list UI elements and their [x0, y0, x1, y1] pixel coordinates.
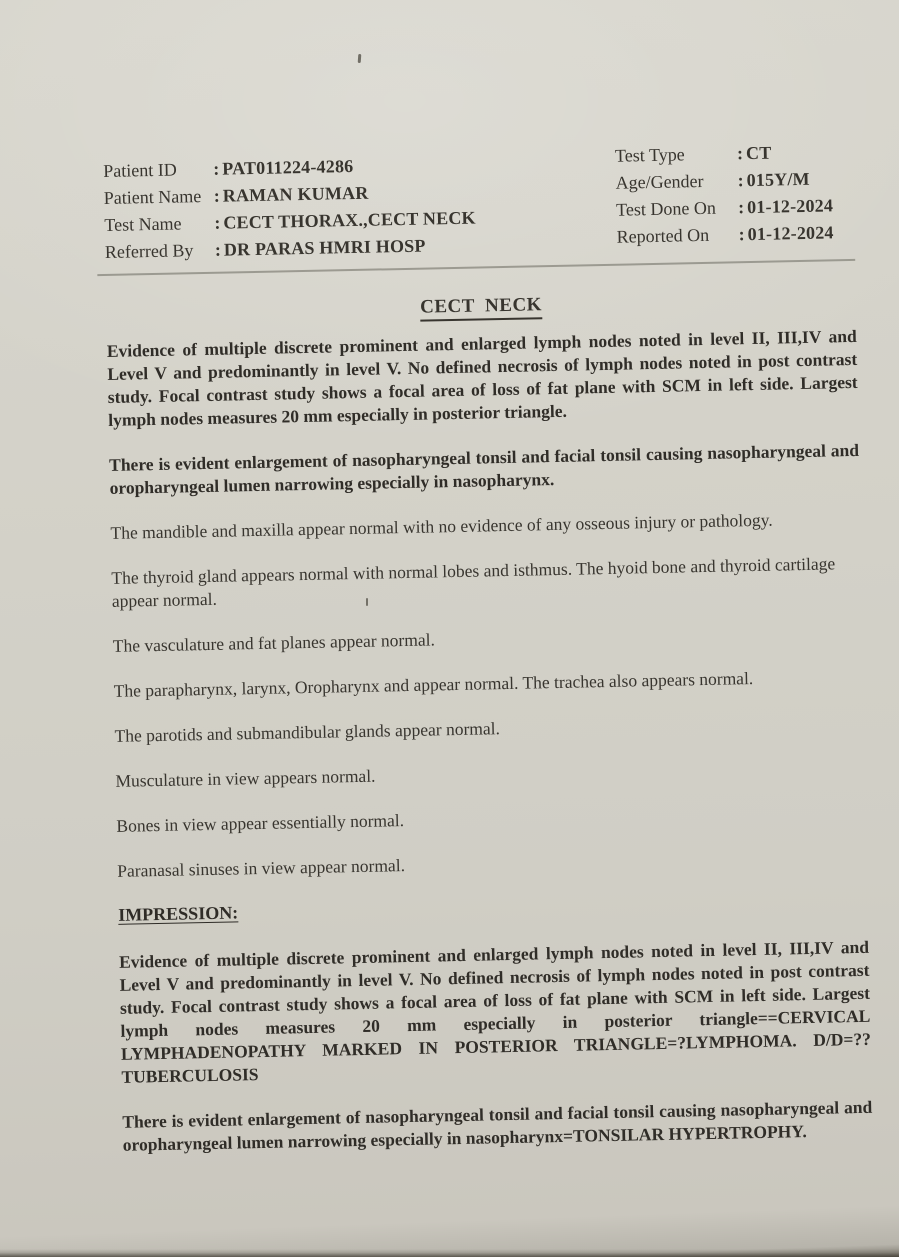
impression-section [118, 890, 873, 1157]
patient-name-value: RAMAN KUMAR [222, 182, 369, 206]
scan-speck [358, 54, 362, 63]
finding-paragraph: Evidence of multiple discrete prominent and enlarged lymph nodes noted in level II, III,IV and Level V and predominantly in level V. No defined necrosis of lymph nodes noted in post contrast study. Focal contrast study shows a focal area of loss of fat plane with SCM in left side. Largest lymph nodes measures 20 mm especially in posterior triangle. [106, 325, 858, 430]
findings-section [107, 325, 868, 883]
age-gender-value: 015Y/M [746, 168, 810, 191]
field-separator: : [737, 170, 744, 191]
finding-paragraph: The parotids and submandibular glands appear normal. [114, 718, 501, 746]
field-label: Test Type [614, 144, 685, 166]
photo-bottom-edge [0, 1249, 899, 1257]
field-label: Test Done On [615, 197, 717, 220]
test-done-on-value: 01-12-2024 [746, 195, 834, 218]
test-info-block [615, 138, 855, 251]
report-page [103, 143, 873, 1179]
test-type-value: CT [745, 142, 772, 164]
field-label: Reported On [616, 224, 710, 247]
report-title: CECT NECK [420, 294, 542, 321]
finding-paragraph: Bones in view appear essentially normal. [116, 810, 405, 836]
test-name-value: CECT THORAX.,CECT NECK [223, 207, 476, 233]
referred-by-value: DR PARAS HMRI HOSP [223, 235, 426, 260]
field-separator: : [213, 185, 220, 206]
field-label: Age/Gender [615, 170, 704, 193]
patient-info-block [103, 150, 525, 266]
reported-on-row [616, 219, 854, 251]
finding-paragraph: Musculature in view appears normal. [115, 765, 376, 791]
impression-heading: IMPRESSION: [117, 902, 239, 925]
field-separator: : [213, 158, 220, 179]
impression-paragraph: Evidence of multiple discrete prominent and enlarged lymph nodes noted in level II, III,IV and Level V and predominantly in level V. No defined necrosis of lymph nodes noted in post contrast study. Focal contrast study shows a focal area of loss of fat plane with SCM in left side. Largest lymph nodes measures 20 mm especially in posterior triangle==CERVICAL LYMPHADENOPATHY MARKED IN POSTERIOR TRIANGLE=?LYMPHOMA. D/D=??TUBERCULOSIS [118, 936, 872, 1087]
finding-paragraph: The thyroid gland appears normal with normal lobes and isthmus. The hyoid bone and thyroid cartilage appear normal. [111, 553, 836, 611]
field-label: Test Name [104, 213, 182, 235]
field-separator: : [738, 224, 745, 245]
patient-id-value: PAT011224-4286 [222, 155, 354, 179]
finding-paragraph: The parapharynx, larynx, Oropharynx and appear normal. The trachea also appears normal. [113, 668, 754, 701]
report-header [103, 143, 855, 266]
finding-paragraph: The mandible and maxilla appear normal with no evidence of any osseous injury or pathology. [110, 509, 773, 543]
field-separator: : [737, 197, 745, 218]
finding-paragraph: Paranasal sinuses in view appear normal. [117, 855, 406, 881]
title-wrap [106, 288, 856, 328]
field-separator: : [214, 239, 222, 260]
finding-paragraph: There is evident enlargement of nasopharyngeal tonsil and facial tonsil causing nasopharyngeal and oropharyngeal lumen narrowing especially in nasopharynx. [108, 439, 860, 498]
field-label: Referred By [104, 240, 194, 262]
field-label: Patient ID [103, 159, 177, 181]
finding-paragraph: The vasculature and fat planes appear normal. [112, 629, 436, 656]
reported-on-value: 01-12-2024 [747, 222, 834, 245]
field-label: Patient Name [103, 186, 202, 208]
field-separator: : [736, 143, 744, 164]
impression-paragraph: There is evident enlargement of nasopharyngeal tonsil and facial tonsil causing nasopharyngeal and oropharyngeal lumen narrowing especially in nasopharynx=TONSILAR HYPERTROPHY. [122, 1096, 873, 1155]
field-separator: : [214, 212, 221, 233]
